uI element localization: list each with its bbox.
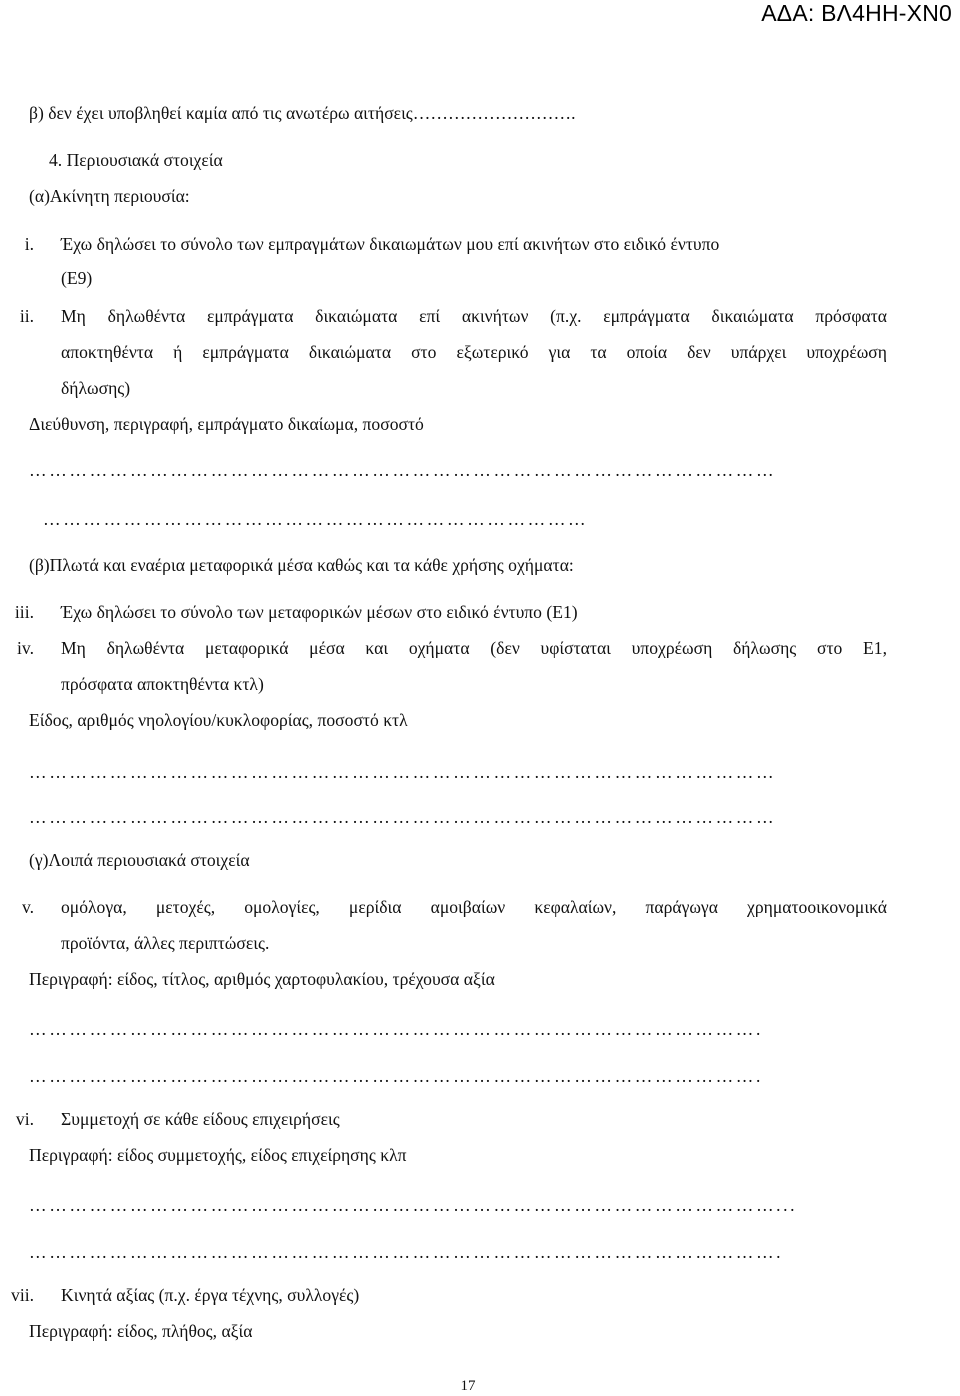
item-iii-text: Έχω δηλώσει το σύνολο των μεταφορικών μέσων στο ειδικό έντυπο (Ε1) (61, 602, 578, 622)
item-ii-number: ii. (19, 306, 34, 326)
dotted-fill-line: ………………………………………………………………………………………………. (29, 1066, 763, 1086)
item-vii-number: vii. (11, 1285, 34, 1305)
item-iv-number: iv. (17, 638, 34, 658)
item-vi-description-label: Περιγραφή: είδος συμμετοχής, είδος επιχείρησης κλπ (29, 1145, 407, 1165)
section-4-heading: 4. Περιουσιακά στοιχεία (49, 150, 223, 170)
vehicles-heading: (β)Πλωτά και εναέρια μεταφορικά μέσα καθώς και τα κάθε χρήσης οχήματα: (29, 555, 574, 575)
vehicle-details-label: Είδος, αριθμός νηολογίου/κυκλοφορίας, ποσοστό κτλ (29, 710, 408, 730)
item-v-number: v. (21, 897, 34, 917)
item-vii-description-label: Περιγραφή: είδος, πλήθος, αξία (29, 1321, 253, 1341)
address-label: Διεύθυνση, περιγραφή, εμπράγματο δικαίωμα, ποσοστό (29, 414, 424, 434)
item-ii-text-line3: δήλωσης) (61, 378, 131, 398)
section-b-statement: β) δεν έχει υποβληθεί καμία από τις ανωτέρω αιτήσεις………………………. (29, 103, 576, 123)
item-v-text-line2: προϊόντα, άλλες περιπτώσεις. (61, 933, 270, 953)
item-i-text-line1: Έχω δηλώσει το σύνολο των εμπραγμάτων δικαιωμάτων μου επί ακινήτων στο ειδικό έντυπο (61, 234, 720, 254)
dotted-fill-line: …………………………………………………………………………………………………... (29, 1195, 798, 1215)
ada-code: ΑΔΑ: ΒΛ4ΗΗ-ΧΝ0 (761, 0, 952, 26)
item-v-description-label: Περιγραφή: είδος, τίτλος, αριθμός χαρτοφυλακίου, τρέχουσα αξία (29, 969, 495, 989)
item-i-text-line2: (Ε9) (61, 268, 93, 288)
dotted-fill-line: ………………………………………………………………………………………………… (29, 807, 777, 827)
dotted-fill-line: ………………………………………………………………………………………………. (29, 1019, 763, 1039)
item-ii-text-line2: αποκτηθέντα ή εμπράγματα δικαιώματα στο εξωτερικό για τα οποία δεν υπάρχει υποχρέωση (61, 342, 887, 362)
other-assets-heading: (γ)Λοιπά περιουσιακά στοιχεία (29, 850, 250, 870)
item-i-number: i. (24, 234, 34, 254)
item-iv-text-line1: Μη δηλωθέντα μεταφορικά μέσα και οχήματα (δεν υφίσταται υποχρέωση δήλωσης στο Ε1, (61, 638, 887, 658)
item-ii-text-line1: Μη δηλωθέντα εμπράγματα δικαιώματα επί ακινήτων (π.χ. εμπράγματα δικαιώματα πρόσφατα (61, 306, 887, 326)
dotted-fill-line: ………………………………………………………………………………………………… (29, 762, 777, 782)
dotted-fill-line: ………………………………………………………………………………………………… (29, 460, 777, 480)
page-number: 17 (460, 1378, 476, 1394)
dotted-fill-line: ……………………………………………………………………… (43, 509, 589, 529)
dotted-fill-line: …………………………………………………………………………………………………. (29, 1242, 784, 1262)
item-iii-number: iii. (14, 602, 34, 622)
item-iv-text-line2: πρόσφατα αποκτηθέντα κτλ) (61, 674, 264, 694)
item-vii-text: Κινητά αξίας (π.χ. έργα τέχνης, συλλογές) (61, 1285, 360, 1305)
item-v-text-line1: ομόλογα, μετοχές, ομολογίες, μερίδια αμοιβαίων κεφαλαίων, παράγωγα χρηματοοικονομικά (61, 897, 887, 917)
item-vi-text: Συμμετοχή σε κάθε είδους επιχειρήσεις (61, 1109, 340, 1129)
item-vi-number: vi. (15, 1109, 34, 1129)
real-estate-heading: (α)Ακίνητη περιουσία: (29, 186, 190, 206)
